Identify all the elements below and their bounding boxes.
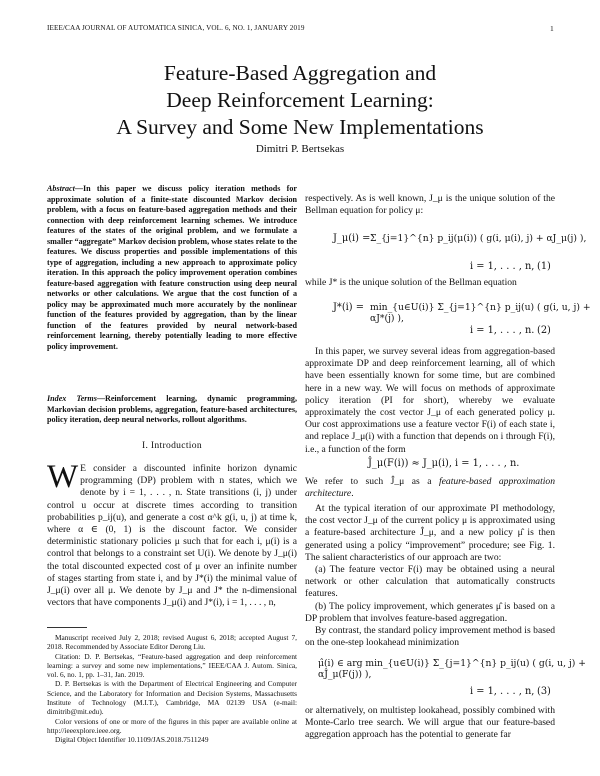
right-para-3 — [305, 346, 555, 456]
para-refer-a: We refer to such Ĵ_μ as a — [305, 476, 439, 487]
footnote-doi: Digital Object Identifier 10.1109/JAS.2018.7511249 — [55, 735, 209, 745]
right-para-5 — [305, 503, 555, 649]
eq2-number: (2) — [537, 325, 551, 336]
section-heading-introduction: I. Introduction — [142, 440, 202, 451]
right-para-6: or alternatively, on multistep lookahead, possibly combined with Monte-Carlo tree search. We will argue that our feature-based aggregation approach has the potential to generate far — [305, 705, 555, 741]
running-header: IEEE/CAA JOURNAL OF AUTOMATICA SINICA, VOL. 6, NO. 1, JANUARY 2019 — [47, 24, 305, 32]
title-line-2: Deep Reinforcement Learning: — [166, 88, 434, 112]
index-terms — [47, 394, 297, 426]
eq2-rhs: min_{u∈U(i)} Σ_{j=1}^{n} p_ij(u) ( g(i, u, j) + αJ*(j) ), — [370, 302, 591, 324]
para-refer-b: feature-based approximation architecture — [305, 476, 555, 500]
footnote-divider — [47, 627, 87, 628]
eq1-lhs: J_μ(i) = — [333, 233, 371, 244]
page-number: 1 — [550, 24, 554, 33]
title-line-3: A Survey and Some New Implementations — [116, 115, 484, 139]
abstract — [47, 184, 297, 352]
eq3: Ĵ_μ(F(i)) ≈ J_μ(i), i = 1, . . . , n. — [368, 458, 520, 469]
drop-cap: W — [47, 459, 79, 495]
right-para-4 — [305, 476, 555, 500]
intro-text: E consider a discounted infinite horizon dynamic programming (DP) problem with n states, which we denote by i = 1, . . . , n. State transitions (i, j) under control u occur at discrete times according to transition probabilities p_ij(u), and generate a cost α^k g(i, u, j) at time k, where α ∈ (0, 1) is the discount factor. We consider deterministic stationary policies μ such that for each i, μ(i) is a control that belongs to a constraint set U(i). We denote by J_μ(i) the total discounted expected cost of μ over an infinite number of stages starting from state i, and by J*(i) the minimal value of J_μ(i) over all μ. We denote by J_μ and J* the n-dimensional vectors that have components J_μ(i) and J*(i), i = 1, . . . , n, — [47, 463, 297, 609]
abstract-text: —In this paper we discuss policy iteration methods for approximate solution of a finite-state discounted Markov decision problem, with a focus on feature-based aggregation methods and their connection with deep reinforcement learning schemes. We introduce features of the states of the original problem, and we formulate a smaller “aggregate” Markov decision problem, whose states relate to the features. We discuss properties and possible implementations of this type of aggregation, including a new approach to approximate policy iteration. In this approach the policy improvement operation combines feature-based aggregation with feature construction using deep neural networks or other calculations. We argue that the cost function of a policy may be approximated much more accurately by the nonlinear function of the features provided by aggregation, than by the linear function of the features provided by neural network-based reinforcement learning, thereby potentially leading to more effective policy improvement. — [47, 184, 297, 351]
footnote-received: Manuscript received July 2, 2018; revised August 6, 2018; accepted August 7, 2018. Recommended by Associate Editor Derong Liu. — [47, 633, 297, 652]
intro-paragraph — [47, 459, 297, 609]
para-survey: In this paper, we survey several ideas from aggregation-based approximate DP and deep reinforcement learning, all of which have been essentially known for some time, but are combined here in a new way. We will focus on methods of approximate policy iteration (PI for short), whereby we evaluate approximately the cost vector J_μ of each generated policy μ. Our cost approximations use a feature vector F(i) of each state i, and replace J_μ(i) with a function that depends on i through F(i), i.e., a function of the form — [305, 346, 555, 455]
eq1-range: i = 1, . . . , n, — [470, 261, 535, 272]
para-item-b: (b) The policy improvement, which generates μ̂ is based on a DP problem that involves feature-based aggregation. — [305, 600, 555, 624]
title-line-1: Feature-Based Aggregation and — [163, 61, 437, 85]
para-refer-c: . — [351, 488, 354, 500]
right-para-2: while J* is the unique solution of the Bellman equation — [305, 277, 517, 288]
footnote-affiliation: D. P. Bertsekas is with the Department of Electrical Engineering and Computer Science, and the Laboratory for Information and Decision Systems, Massachusetts Institute of Technology (M.I.T.), Cambridge, MA 02139 USA (e-mail: dimitrib@mit.edu). — [47, 679, 297, 717]
eq2-lhs: J*(i) = — [333, 302, 364, 313]
para-item-a: (a) The feature vector F(i) may be obtained using a neural network or other calculation that automatically constructs features. — [305, 564, 555, 600]
footnotes — [47, 633, 297, 745]
eq1-rhs: Σ_{j=1}^{n} p_ij(μ(i)) ( g(i, μ(i), j) + αJ_μ(j) ), — [370, 233, 587, 244]
abstract-label: Abstract — [47, 184, 75, 193]
eq2-range: i = 1, . . . , n. — [470, 325, 535, 336]
para-iteration: At the typical iteration of our approximate PI methodology, the cost vector J_μ of the current policy μ is approximated using a feature-based architecture Ĵ_μ, and a new policy μ̂ is then generated using a policy “improvement” procedure; see Fig. 1. The salient characteristics of our approach are two: — [305, 503, 555, 563]
para-contrast: By contrast, the standard policy improvement method is based on the one-step lookahead minimization — [305, 625, 555, 649]
eq4-number: (3) — [537, 686, 551, 697]
eq4-range: i = 1, . . . , n, — [470, 686, 535, 697]
author-name: Dimitri P. Bertsekas — [255, 143, 345, 155]
paper-title — [0, 60, 600, 141]
footnote-color: Color versions of one or more of the figures in this paper are available online at http://ieeexplore.ieee.org. — [47, 716, 297, 735]
eq1-number: (1) — [537, 261, 551, 272]
index-terms-label: Index Terms — [47, 394, 97, 403]
index-terms-text: —Reinforcement learning, dynamic programming, Markovian decision problems, aggregation, feature-based architectures, policy iteration, deep neural networks, rollout algorithms. — [47, 394, 298, 424]
right-para-1: respectively. As is well known, J_μ is the unique solution of the Bellman equation for policy μ: — [305, 193, 555, 217]
eq4: μ̂(i) ∈ arg min_{u∈U(i)} Σ_{j=1}^{n} p_ij(u) ( g(i, u, j) + αĴ_μ(F(j)) ), — [318, 658, 586, 680]
footnote-citation: Citation: D. P. Bertsekas, “Feature-based aggregation and deep reinforcement learning: a survey and some new implementations,” IEEE/CAA J. Autom. Sinica, vol. 6, no. 1, pp. 1–31, Jan. 2019. — [47, 651, 297, 680]
